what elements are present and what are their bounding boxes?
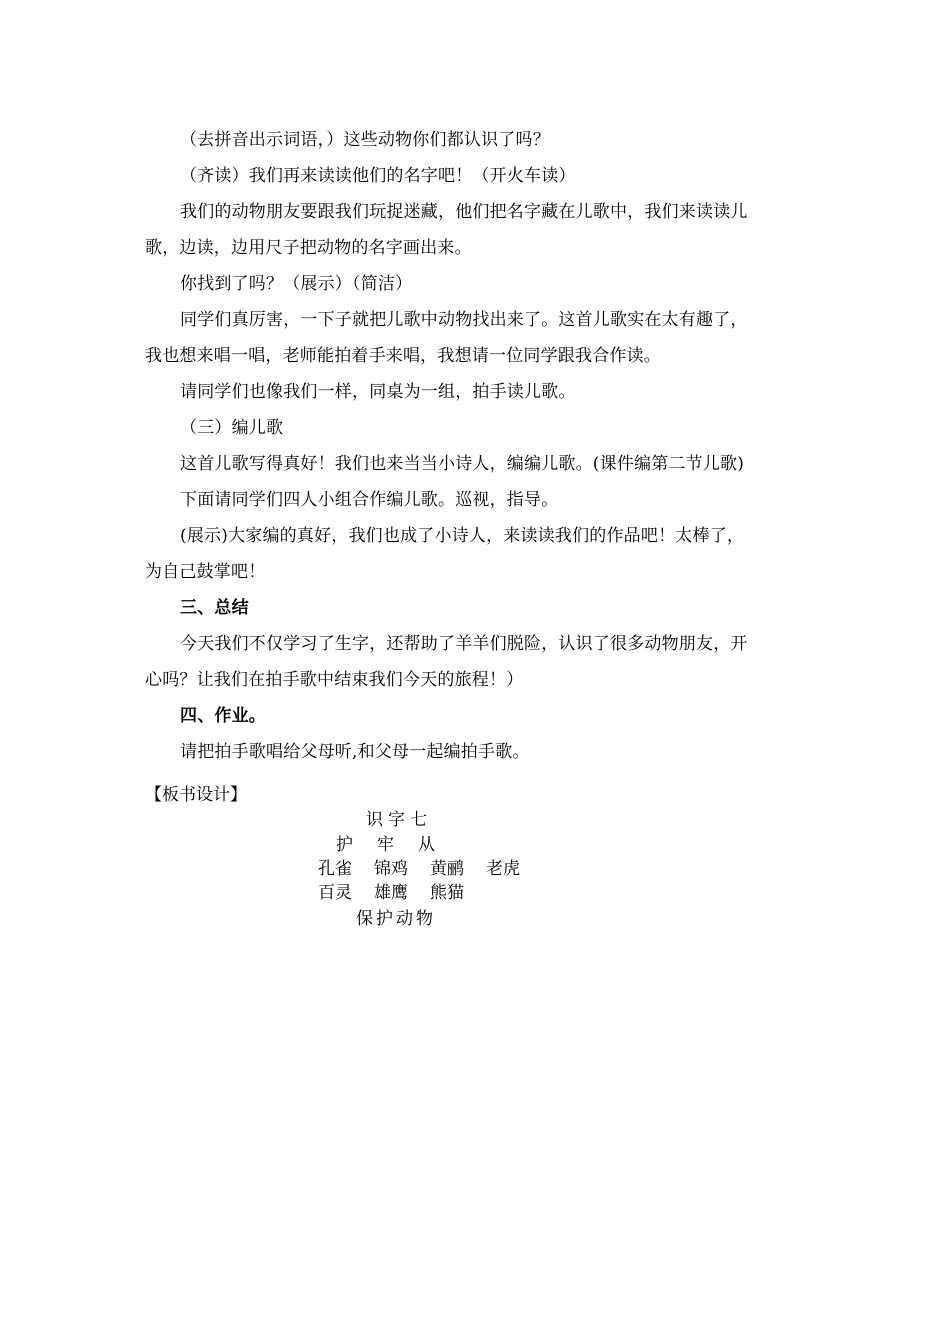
board-word: 熊猫 — [430, 883, 464, 903]
paragraph: 同学们真厉害，一下子就把儿歌中动物找出来了。这首儿歌实在太有趣了， — [180, 310, 748, 330]
paragraph: 为自己鼓掌吧！ — [145, 562, 266, 582]
paragraph: （齐读）我们再来读读他们的名字吧！（开火车读） — [180, 166, 576, 186]
board-char: 牢 — [377, 835, 394, 855]
lesson-body — [145, 122, 810, 770]
paragraph: 请同学们也像我们一样，同桌为一组，拍手读儿歌。 — [180, 382, 576, 402]
board-word: 锦鸡 — [374, 859, 408, 879]
paragraph: 心吗？让我们在拍手歌中结束我们今天的旅程！） — [145, 670, 524, 690]
paragraph: （去拼音出示词语，）这些动物你们都认识了吗？ — [180, 130, 550, 150]
section-heading-summary: 三、总结 — [180, 598, 249, 618]
paragraph: 下面请同学们四人小组合作编儿歌。巡视，指导。 — [180, 490, 559, 510]
section-subheading: （三）编儿歌 — [180, 418, 284, 438]
board-title: 识字七 — [366, 810, 432, 830]
board-word: 老虎 — [486, 859, 520, 879]
paragraph: (展示)大家编的真好，我们也成了小诗人，来读读我们的作品吧！太棒了， — [180, 526, 745, 546]
paragraph: 请把拍手歌唱给父母听,和父母一起编拍手歌。 — [180, 742, 530, 762]
board-footer: 保护动物 — [356, 909, 436, 929]
board-animals-row-2 — [318, 880, 464, 906]
paragraph: 这首儿歌写得真好！我们也来当当小诗人，编编儿歌。(课件编第二节儿歌) — [180, 454, 745, 474]
board-animals-row-1 — [318, 856, 520, 882]
section-heading-homework: 四、作业。 — [180, 706, 266, 726]
board-word: 雄鹰 — [374, 883, 408, 903]
board-chars-row — [336, 832, 435, 858]
board-word: 百灵 — [318, 883, 352, 903]
paragraph: 我们的动物朋友要跟我们玩捉迷藏，他们把名字藏在儿歌中，我们来读读儿 — [180, 202, 748, 222]
paragraph: 我也想来唱一唱，老师能拍着手来唱，我想请一位同学跟我合作读。 — [145, 346, 661, 366]
board-word: 孔雀 — [318, 859, 352, 879]
board-char: 护 — [336, 835, 353, 855]
board-char: 从 — [418, 835, 435, 855]
board-word: 黄鹂 — [430, 859, 464, 879]
paragraph: 今天我们不仅学习了生字，还帮助了羊羊们脱险，认识了很多动物朋友，开 — [180, 634, 748, 654]
paragraph: 你找到了吗？（展示）（简洁） — [180, 274, 413, 294]
paragraph: 歌，边读，边用尺子把动物的名字画出来。 — [145, 238, 472, 258]
board-design-heading: 【板书设计】 — [145, 785, 247, 805]
